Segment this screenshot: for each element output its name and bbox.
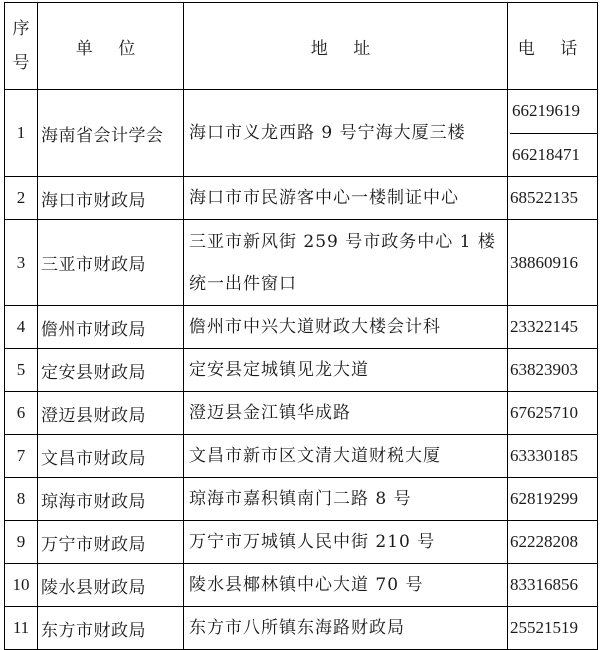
table-row (5, 521, 598, 564)
unit-name: 定安县财政局 (38, 349, 184, 392)
unit-name: 陵水县财政局 (38, 564, 184, 607)
table-row (5, 607, 598, 650)
table-row (5, 392, 598, 435)
unit-address: 海口市义龙西路 9 号宁海大厦三楼 (184, 90, 508, 177)
unit-address: 定安县定城镇见龙大道 (184, 349, 508, 392)
header-unit: 单 位 (38, 3, 184, 90)
table-row (5, 478, 598, 521)
unit-name: 儋州市财政局 (38, 306, 184, 349)
row-number: 8 (5, 478, 38, 521)
unit-address: 文昌市新市区文清大道财税大厦 (184, 435, 508, 478)
row-number: 2 (5, 177, 38, 220)
table-row (5, 435, 598, 478)
unit-phone: 83316856 (508, 564, 598, 607)
header-num (5, 3, 38, 90)
unit-phone: 63330185 (508, 435, 598, 478)
unit-name: 万宁市财政局 (38, 521, 184, 564)
table-row (5, 306, 598, 349)
unit-phone: 25521519 (508, 607, 598, 650)
table-row (5, 177, 598, 220)
unit-name: 海南省会计学会 (38, 90, 184, 177)
unit-phone (508, 90, 598, 177)
phone-list (508, 90, 597, 176)
table-body (5, 90, 598, 650)
table-row (5, 90, 598, 177)
row-number: 10 (5, 564, 38, 607)
unit-phone: 67625710 (508, 392, 598, 435)
row-number: 9 (5, 521, 38, 564)
unit-phone: 68522135 (508, 177, 598, 220)
header-address: 地 址 (184, 3, 508, 90)
unit-address: 万宁市万城镇人民中街 210 号 (184, 521, 508, 564)
contact-table (4, 2, 598, 650)
unit-name: 澄迈县财政局 (38, 392, 184, 435)
unit-address: 陵水县椰林镇中心大道 70 号 (184, 564, 508, 607)
unit-name: 东方市财政局 (38, 607, 184, 650)
unit-address: 海口市市民游客中心一楼制证中心 (184, 177, 508, 220)
row-number: 1 (5, 90, 38, 177)
row-number: 5 (5, 349, 38, 392)
row-number: 11 (5, 607, 38, 650)
header-num-line1: 序 (12, 19, 30, 39)
header-row (5, 3, 598, 90)
unit-address: 澄迈县金江镇华成路 (184, 392, 508, 435)
row-number: 3 (5, 220, 38, 306)
unit-address: 儋州市中兴大道财政大楼会计科 (184, 306, 508, 349)
row-number: 4 (5, 306, 38, 349)
unit-phone: 23322145 (508, 306, 598, 349)
unit-phone: 63823903 (508, 349, 598, 392)
phone-number: 66219619 (510, 90, 597, 134)
unit-phone: 62819299 (508, 478, 598, 521)
unit-name: 海口市财政局 (38, 177, 184, 220)
unit-phone: 38860916 (508, 220, 598, 306)
header-num-line2: 号 (12, 53, 30, 73)
row-number: 7 (5, 435, 38, 478)
header-phone: 电 话 (508, 3, 598, 90)
unit-address: 琼海市嘉积镇南门二路 8 号 (184, 478, 508, 521)
unit-name: 琼海市财政局 (38, 478, 184, 521)
table-row (5, 564, 598, 607)
unit-name: 三亚市财政局 (38, 220, 184, 306)
unit-address: 东方市八所镇东海路财政局 (184, 607, 508, 650)
phone-number: 66218471 (512, 144, 580, 164)
unit-name: 文昌市财政局 (38, 435, 184, 478)
row-number: 6 (5, 392, 38, 435)
table-row (5, 349, 598, 392)
unit-address: 三亚市新风街 259 号市政务中心 1 楼统一出件窗口 (184, 220, 508, 306)
unit-phone: 62228208 (508, 521, 598, 564)
table-row (5, 220, 598, 306)
